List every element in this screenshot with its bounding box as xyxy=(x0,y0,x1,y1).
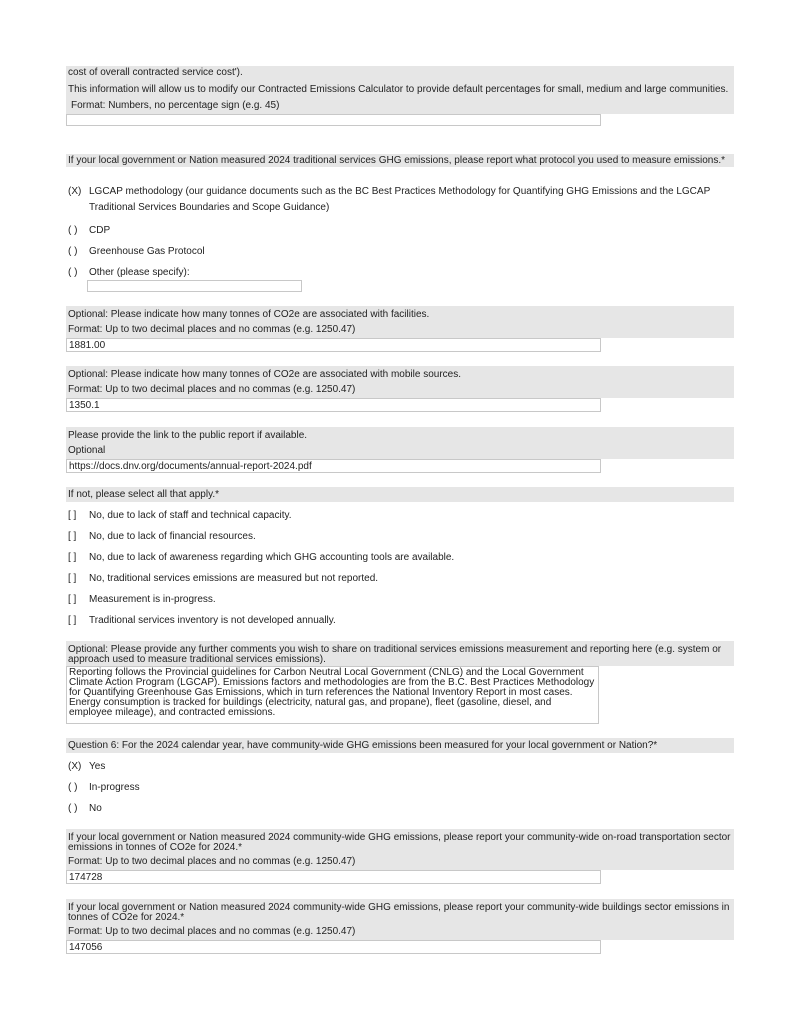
not-reason-option-staff[interactable] xyxy=(68,510,292,522)
buildings-format-hint: Format: Up to two decimal places and no commas (e.g. 1250.47) xyxy=(68,926,356,937)
buildings-emissions-input[interactable]: 147056 xyxy=(66,940,601,954)
radio[interactable]: ( ) xyxy=(68,267,78,278)
protocol-question: If your local government or Nation measured 2024 traditional services GHG emissions, please report what protocol you used to measure emissions.* xyxy=(68,155,725,166)
checkbox[interactable]: [ ] xyxy=(68,531,77,542)
mobile-question: Optional: Please indicate how many tonnes of CO2e are associated with mobile sources. xyxy=(68,369,461,380)
not-reason-question: If not, please select all that apply.* xyxy=(68,489,220,500)
q6-option-in-progress[interactable] xyxy=(68,782,140,794)
report-link-optional-note: Optional xyxy=(68,445,106,456)
buildings-section xyxy=(66,899,734,954)
report-link-section xyxy=(66,427,734,473)
q6-option-yes[interactable] xyxy=(68,761,105,773)
not-reason-option-label: Measurement is in-progress. xyxy=(89,594,216,605)
not-reason-option-label: No, due to lack of staff and technical capacity. xyxy=(89,510,292,521)
q6-section xyxy=(66,738,734,753)
other-protocol-input[interactable] xyxy=(87,280,302,292)
q6-option-label: In-progress xyxy=(89,782,140,793)
checkbox[interactable]: [ ] xyxy=(68,594,77,605)
protocol-option-lgcap[interactable] xyxy=(68,186,729,213)
radio-selected[interactable]: (X) xyxy=(68,186,82,197)
radio[interactable]: ( ) xyxy=(68,803,78,814)
protocol-option-cdp[interactable] xyxy=(68,225,110,237)
radio[interactable]: ( ) xyxy=(68,225,78,236)
radio[interactable]: ( ) xyxy=(68,782,78,793)
intro-line-2: This information will allow us to modify our Contracted Emissions Calculator to provide default percentages for small, medium and large communities. xyxy=(68,84,729,95)
onroad-format-hint: Format: Up to two decimal places and no commas (e.g. 1250.47) xyxy=(68,856,356,867)
mobile-tonnes-input[interactable]: 1350.1 xyxy=(66,398,601,412)
comments-textarea[interactable]: Reporting follows the Provincial guidelines for Carbon Neutral Local Government (CNLG) and the Local Government Climate Action Program (LGCAP). Emissions factors and methodologies are from the B.C. Best Practices Methodology for Quantifying Greenhouse Gas Emissions, which in turn references the National Inventory Report in most cases. Energy consumption is tracked for buildings (electricity, natural gas, and propane), fleet (gasoline, diesel, and employee mileage), and contracted emissions. xyxy=(66,666,599,724)
not-reason-option-not-annual[interactable] xyxy=(68,615,336,627)
onroad-section xyxy=(66,829,734,884)
mobile-section xyxy=(66,366,734,412)
not-reason-option-label: No, traditional services emissions are measured but not reported. xyxy=(89,573,379,584)
protocol-section xyxy=(66,154,734,167)
protocol-option-label: Greenhouse Gas Protocol xyxy=(89,246,205,257)
protocol-option-other[interactable] xyxy=(68,267,190,279)
buildings-question: If your local government or Nation measured 2024 community-wide GHG emissions, please report your community-wide buildings sector emissions in tonnes of CO2e for 2024.* xyxy=(68,902,730,923)
intro-format-hint: Format: Numbers, no percentage sign (e.g. 45) xyxy=(71,100,280,111)
checkbox[interactable]: [ ] xyxy=(68,615,77,626)
not-reason-option-in-progress[interactable] xyxy=(68,594,216,606)
protocol-option-label: CDP xyxy=(89,225,111,236)
q6-question: Question 6: For the 2024 calendar year, have community-wide GHG emissions been measured for your local government or Nation?* xyxy=(68,740,658,751)
report-link-input[interactable]: https://docs.dnv.org/documents/annual-report-2024.pdf xyxy=(66,459,601,473)
radio[interactable]: ( ) xyxy=(68,246,78,257)
radio-selected[interactable]: (X) xyxy=(68,761,82,772)
facilities-section xyxy=(66,306,734,352)
not-reason-section xyxy=(66,487,734,502)
onroad-question: If your local government or Nation measured 2024 community-wide GHG emissions, please report your community-wide on-road transportation sector emissions in tonnes of CO2e for 2024.* xyxy=(68,832,731,853)
onroad-emissions-input[interactable]: 174728 xyxy=(66,870,601,884)
protocol-option-label: LGCAP methodology (our guidance documents such as the BC Best Practices Methodology for Quantifying GHG Emissions and the LGCAP Traditional Services Boundaries and Scope Guidance) xyxy=(89,186,711,213)
intro-section xyxy=(66,66,734,126)
q6-option-label: Yes xyxy=(89,761,106,772)
checkbox[interactable]: [ ] xyxy=(68,552,77,563)
q6-option-label: No xyxy=(89,803,102,814)
facilities-question: Optional: Please indicate how many tonnes of CO2e are associated with facilities. xyxy=(68,309,430,320)
percentage-input[interactable] xyxy=(66,114,601,126)
facilities-tonnes-input[interactable]: 1881.00 xyxy=(66,338,601,352)
q6-option-no[interactable] xyxy=(68,803,102,815)
protocol-option-label: Other (please specify): xyxy=(89,267,190,278)
mobile-format-hint: Format: Up to two decimal places and no commas (e.g. 1250.47) xyxy=(68,384,356,395)
report-link-question: Please provide the link to the public report if available. xyxy=(68,430,308,441)
not-reason-option-label: No, due to lack of awareness regarding which GHG accounting tools are available. xyxy=(89,552,455,563)
comments-section xyxy=(66,641,734,724)
checkbox[interactable]: [ ] xyxy=(68,573,77,584)
not-reason-option-label: Traditional services inventory is not developed annually. xyxy=(89,615,336,626)
not-reason-option-financial[interactable] xyxy=(68,531,256,543)
not-reason-option-awareness[interactable] xyxy=(68,552,454,564)
comments-question: Optional: Please provide any further comments you wish to share on traditional services emissions measurement and reporting here (e.g. system or approach used to measure traditional services emissions). xyxy=(68,644,722,665)
intro-line-1: cost of overall contracted service cost'). xyxy=(68,67,243,78)
not-reason-option-label: No, due to lack of financial resources. xyxy=(89,531,256,542)
not-reason-option-not-reported[interactable] xyxy=(68,573,378,585)
protocol-option-ghg-protocol[interactable] xyxy=(68,246,205,258)
facilities-format-hint: Format: Up to two decimal places and no commas (e.g. 1250.47) xyxy=(68,324,356,335)
checkbox[interactable]: [ ] xyxy=(68,510,77,521)
